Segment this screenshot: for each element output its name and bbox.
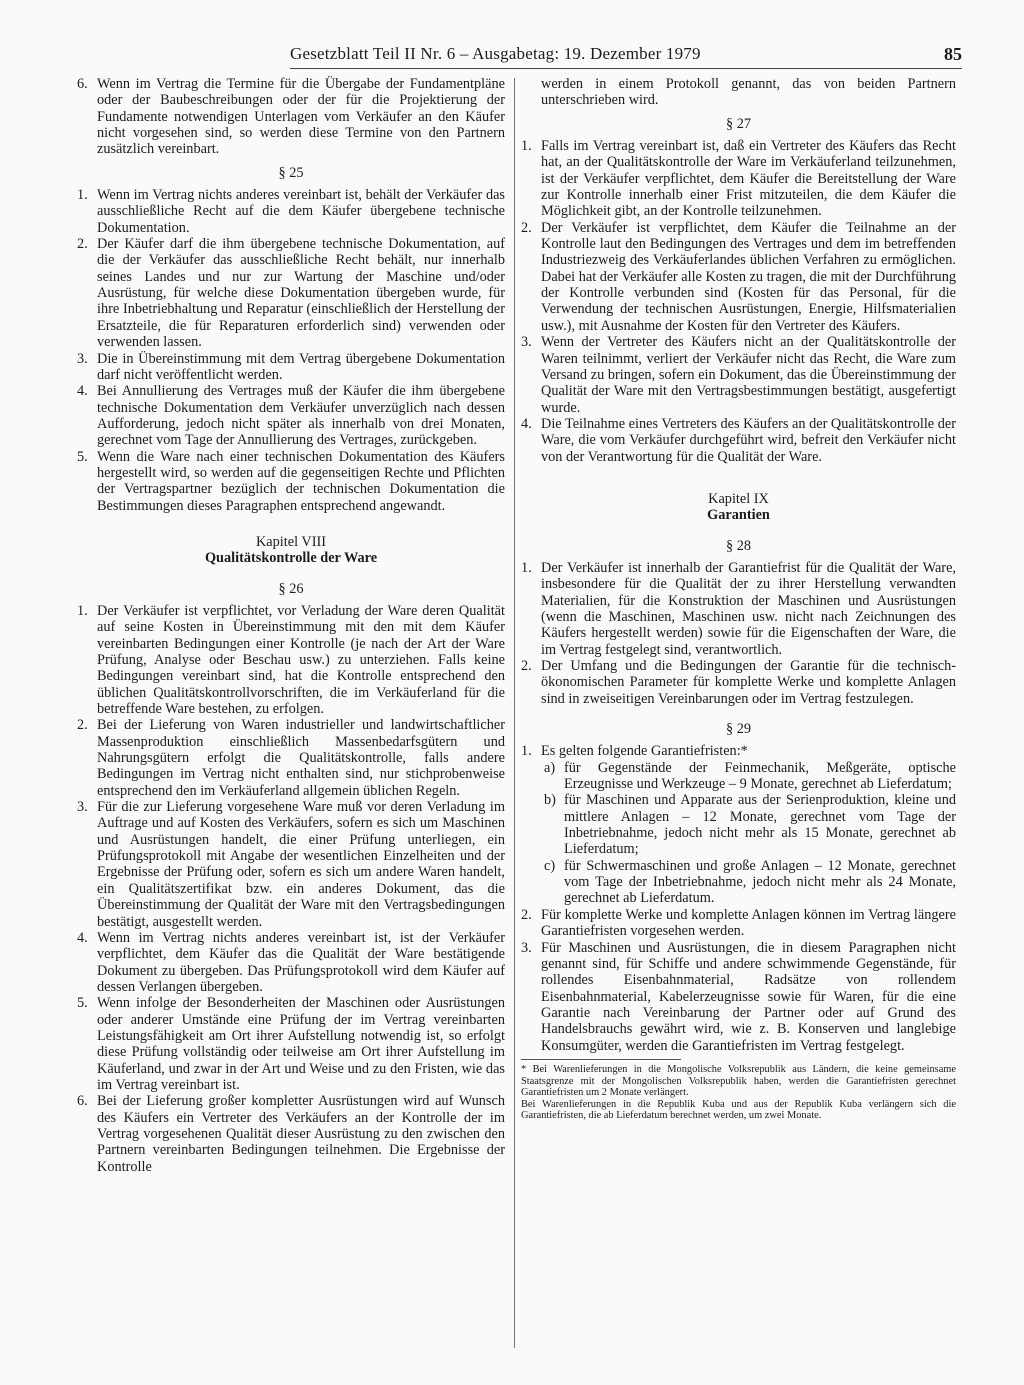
item-text: Wenn die Ware nach einer technischen Dokumentation des Käufers hergestellt wird, so werden auf die gegenseitigen Rechte und Pflichten der Vertragspartner bezüglich der technischen Dokumentation die Bestimmungen dieses Paragraphen entsprechend angewandt. [97, 448, 505, 514]
item-number: 3. [77, 350, 88, 367]
item-number: 4. [77, 929, 88, 946]
item-text: Für Maschinen und Ausrüstungen, die in diesem Paragraphen nicht genannt sind, für Schiffe und andere schwimmende Gegenstände, für rollendes Eisenbahnmaterial, Radsätze von rollendem Eisenbahnmaterial, Kabelerzeugnisse sowie für Waren, für die eine Garantie nach Vereinbarung der Partner oder auf Grund des Handelsbrauchs gewährt wird, wie z. B. Konserven und langlebige Konsumgüter, werden die Garantiefristen im Vertrag festgelegt. [541, 939, 956, 1054]
paragraph-item [521, 658, 956, 707]
footnote: Bei Warenlieferungen in die Republik Kuba und aus der Republik Kuba verlängern sich die Garantiefristen, die ab Lieferdatum berechnet werden, um zwei Monate. [521, 1098, 956, 1122]
item-text: Wenn im Vertrag nichts anderes vereinbart ist, ist der Verkäufer verpflichtet, dem Käufer das die Qualität der Ware bestätigende Dokument zu übergeben. Das Prüfungsprotokoll wird dem Käufer auf dessen Verlangen übergeben. [97, 929, 505, 995]
paragraph-item [77, 717, 505, 799]
item-text: Für die zur Lieferung vorgesehene Ware muß vor deren Verladung im Auftrage und auf Kosten des Verkäufers, sofern es sich um Maschinen und Ausrüstungen handelt, die einer Prüfung unterliegen, ein Prüfungsprotokoll mit Angabe der wesentlichen Einzelheiten und der Ergebnisse der Prüfung oder, sofern es sich um andere Waren handelt, ein Qualitätszertifikat bzw. ein anderes Dokument, das die Übereinstimmung der Qualität der Ware mit den Vertragsbedingungen bestätigt, ausgestellt werden. [97, 799, 505, 930]
left-column [77, 76, 505, 1175]
chapter-title: Qualitätskontrolle der Ware [204, 550, 378, 567]
item-text: Die Teilnahme eines Vertreters des Käufers an der Qualitätskontrolle der Ware, die vom Verkäufer durchgeführt wird, befreit den Verkäufer nicht von der Verantwortung für die Qualität der Ware. [541, 415, 956, 465]
item-text: Es gelten folgende Garantiefristen:* [541, 743, 748, 760]
section-heading-27: § 27 [725, 115, 752, 132]
item-number: 1. [521, 743, 532, 760]
paragraph-item [521, 560, 956, 658]
item-number: 3. [77, 799, 88, 816]
paragraph-item [77, 351, 505, 384]
item-text: Der Verkäufer ist verpflichtet, vor Verladung der Ware deren Qualität auf seine Kosten in Übereinstimmung mit den mit dem Käufer vereinbarten Bedingungen einer Kontrolle (je nach der Art der Ware Prüfung, Analyse oder Beschau usw.) zu unterziehen. Falls keine Bedingungen vereinbart sind, hat die Kontrolle entsprechend den üblichen Qualitätskontrollvorschriften, die im Verkäuferland für die betreffende Ware bestehen, zu erfolgen. [97, 602, 505, 718]
sub-item-text: für Gegenstände der Feinmechanik, Meßgeräte, optische Erzeugnisse und Werkzeuge – 9 Monate, gerechnet ab Lieferdatum; [564, 759, 956, 793]
footnote: * Bei Warenlieferungen in die Mongolische Volksrepublik aus Ländern, die keine gemeinsame Staatsgrenze mit der Mongolischen Volksrepublik haben, werden die Garantiefristen gerechnet Garantiefristen um 2 Monate verlängert. [521, 1063, 956, 1099]
item-text: Falls im Vertrag vereinbart ist, daß ein Vertreter des Käufers das Recht hat, an der Qualitätskontrolle der Ware im Verkäuferland teilzunehmen, ist der Verkäufer verpflichtet, dem Käufer die Bereitstellung der Ware zur Kontrolle innerhalb einer Frist mitzuteilen, die dem Käufer die Möglichkeit gibt, an der Kontrolle teilzunehmen. [541, 138, 956, 220]
section-heading-25: § 25 [278, 164, 304, 181]
sub-item-letter: b) [544, 792, 556, 809]
item-text: Der Verkäufer ist innerhalb der Garantiefrist für die Qualität der Ware, insbesondere für die Qualität der zu ihrer Herstellung verwandten Materialien, für die Konstruktion der Maschinen und Ausrüstungen (wenn die Maschinen, Maschinen usw. nicht nach Zeichnungen des Käufers hergestellt werden) sowie für die Eigenschaften der Ware, die im Vertrag festgelegt sind, verantwortlich. [541, 559, 956, 658]
item-text: Der Verkäufer ist verpflichtet, dem Käufer die Teilnahme an der Kontrolle laut den Bedingungen des Vertrages und dem im betreffenden Industriezweig des Verkäuferlandes üblichen Verfahren zu ermöglichen. Dabei hat der Verkäufer alle Kosten zu tragen, die mit der Durchführung der Kontrolle verbunden sind (Kosten für das Personal, für die Verwendung der technischen Ausrüstungen, Energie, Hilfsmaterialien usw.), mit Ausnahme der Kosten für den Vertreter des Käufers. [541, 219, 956, 334]
page-number: 85 [944, 44, 962, 64]
item-number: 2. [521, 219, 532, 236]
paragraph-item [521, 907, 956, 940]
item-number: 2. [521, 658, 532, 674]
item-text: Der Käufer darf die ihm übergebene technische Dokumentation, auf die der Verkäufer das ausschließliche Recht behält, nur innerhalb seines Landes und nur zur Wartung der Maschine und/oder Ausrüstung, für welche diese Dokumentation übergeben wurde, für ihre Inbetriebhaltung und Reparatur (einschließlich der Herstellung der Ersatzteile, die für Reparaturen erforderlich sind) verwenden oder verwenden lassen. [97, 236, 505, 351]
item-number: 4. [521, 415, 532, 432]
item-text: Bei der Lieferung von Waren industrieller und landwirtschaftlicher Massenproduktion einschließlich Massenbedarfsgütern und Nahrungsgütern erfolgt die Qualitätskontrolle, falls andere Bedingungen im Vertrag nicht enthalten sind, nur stichprobenweise entsprechend den im Verkäuferland allgemein üblichen Regeln. [97, 717, 505, 799]
item-number: 2. [521, 906, 532, 923]
paragraph-item [77, 76, 505, 158]
section-heading-28: § 28 [725, 537, 752, 554]
paragraph-item [77, 995, 505, 1093]
item-number: 4. [77, 383, 88, 400]
paragraph-item [77, 603, 505, 717]
item-number: 1. [521, 138, 532, 155]
footnote-rule [521, 1059, 681, 1060]
item-number: 2. [77, 717, 88, 734]
paragraph-item [521, 138, 956, 220]
sub-item [521, 792, 956, 857]
paragraph-item [77, 449, 505, 514]
chapter-label: Kapitel IX [708, 490, 769, 507]
chapter-label: Kapitel VIII [255, 533, 326, 550]
item-number: 5. [77, 995, 88, 1012]
sub-item-letter: a) [544, 759, 556, 776]
paragraph-item [77, 187, 505, 236]
paragraph-item [521, 940, 956, 1054]
column-divider [514, 78, 515, 1348]
item-text: Wenn im Vertrag nichts anderes vereinbart ist, behält der Verkäufer das ausschließliche Recht auf die dem Käufer übergebene technische Dokumentation. [97, 187, 505, 236]
paragraph-item [77, 383, 505, 448]
item-number: 3. [521, 939, 532, 956]
item-number: 1. [77, 602, 88, 619]
paragraph-item [521, 743, 956, 759]
paragraph-item [521, 334, 956, 416]
item-text: Für komplette Werke und komplette Anlagen können im Vertrag längere Garantiefristen vorgesehen werden. [541, 906, 956, 940]
sub-item-text: für Schwermaschinen und große Anlagen – 12 Monate, gerechnet vom Tage der Inbetriebnahme, jedoch nicht mehr als 24 Monate, gerechnet ab Lieferdatum. [564, 857, 956, 907]
section-heading-26: § 26 [278, 580, 304, 597]
item-text: Wenn der Vertreter des Käufers nicht an der Qualitätskontrolle der Waren teilnimmt, verliert der Verkäufer nicht das Recht, die Ware zum Versand zu bringen, sofern ein Dokument, das die Übereinstimmung der Qualität der Ware mit den Vertragsbestimmungen bestätigt, ausgefertigt wurde. [541, 334, 956, 416]
sub-item [521, 858, 956, 907]
item-text: Wenn infolge der Besonderheiten der Maschinen oder Ausrüstungen oder anderer Umstände eine Prüfung der im Vertrag vereinbarten Leistungsfähigkeit am Ort ihrer Aufstellung notwendig ist, so erfolgt diese Prüfung vollständig oder teilweise am Ort ihrer Aufstellung im Käuferland, und zwar in der Art und Weise und zu den Fristen, wie das im Vertrag vereinbart ist. [97, 995, 505, 1093]
item-text: Bei Annullierung des Vertrages muß der Käufer die ihm übergebene technische Dokumentation dem Verkäufer unverzüglich nach dessen Aufforderung, jedoch nicht später als innerhalb von drei Monaten, gerechnet vom Tage der Annullierung des Vertrages, zurückgeben. [97, 383, 505, 449]
item-number: 3. [521, 334, 532, 351]
item-text: Der Umfang und die Bedingungen der Garantie für die technisch-ökonomischen Parameter für komplette Werke und komplette Anlagen sind in zweiseitigen Vereinbarungen oder im Vertrag festzulegen. [541, 658, 956, 707]
item-text: Die in Übereinstimmung mit dem Vertrag übergebene Dokumentation darf nicht veröffentlicht werden. [97, 350, 505, 383]
item-number: 1. [521, 559, 532, 576]
item-number: 2. [77, 236, 88, 253]
header-title: Gesetzblatt Teil II Nr. 6 – Ausgabetag: 19. Dezember 1979 [290, 44, 701, 63]
paragraph-item [77, 799, 505, 930]
item-number: 5. [77, 448, 88, 465]
paragraph-item [521, 416, 956, 465]
paragraph-item [77, 930, 505, 995]
item-number: 1. [77, 187, 88, 204]
sub-item [521, 760, 956, 793]
sub-item-text: für Maschinen und Apparate aus der Serienproduktion, kleine und mittlere Anlagen – 12 Monate, gerechnet vom Tage der Inbetriebnahme, jedoch nicht mehr als 15 Monate, gerechnet ab Lieferdatum; [564, 792, 956, 858]
continuation-text: werden in einem Protokoll genannt, das von beiden Partnern unterschrieben wird. [541, 76, 956, 109]
item-number: 6. [77, 1093, 88, 1110]
sub-item-letter: c) [544, 857, 556, 874]
chapter-title: Garantien [707, 507, 770, 524]
item-number: 6. [77, 76, 88, 92]
section-heading-29: § 29 [725, 721, 752, 738]
right-column [521, 76, 956, 1122]
page-header [290, 44, 962, 69]
item-text: Wenn im Vertrag die Termine für die Übergabe der Fundamentpläne oder der Baubeschreibungen oder der für die Projektierung der Fundamente notwendigen Unterlagen vom Verkäufer an den Käufer nicht vorgesehen sind, so werden diese Termine von den Partnern zusätzlich vereinbart. [97, 76, 505, 158]
paragraph-item [521, 220, 956, 334]
paragraph-item [77, 236, 505, 350]
paragraph-item [77, 1093, 505, 1175]
item-text: Bei der Lieferung großer kompletter Ausrüstungen wird auf Wunsch des Käufers ein Vertreter des Verkäufers an der Kontrolle der im Vertrag vorgesehenen Qualität dieser Ausrüstung zu den zwischen den Partnern vereinbarten Bedingungen teilnehmen. Die Ergebnisse der Kontrolle [97, 1093, 505, 1175]
